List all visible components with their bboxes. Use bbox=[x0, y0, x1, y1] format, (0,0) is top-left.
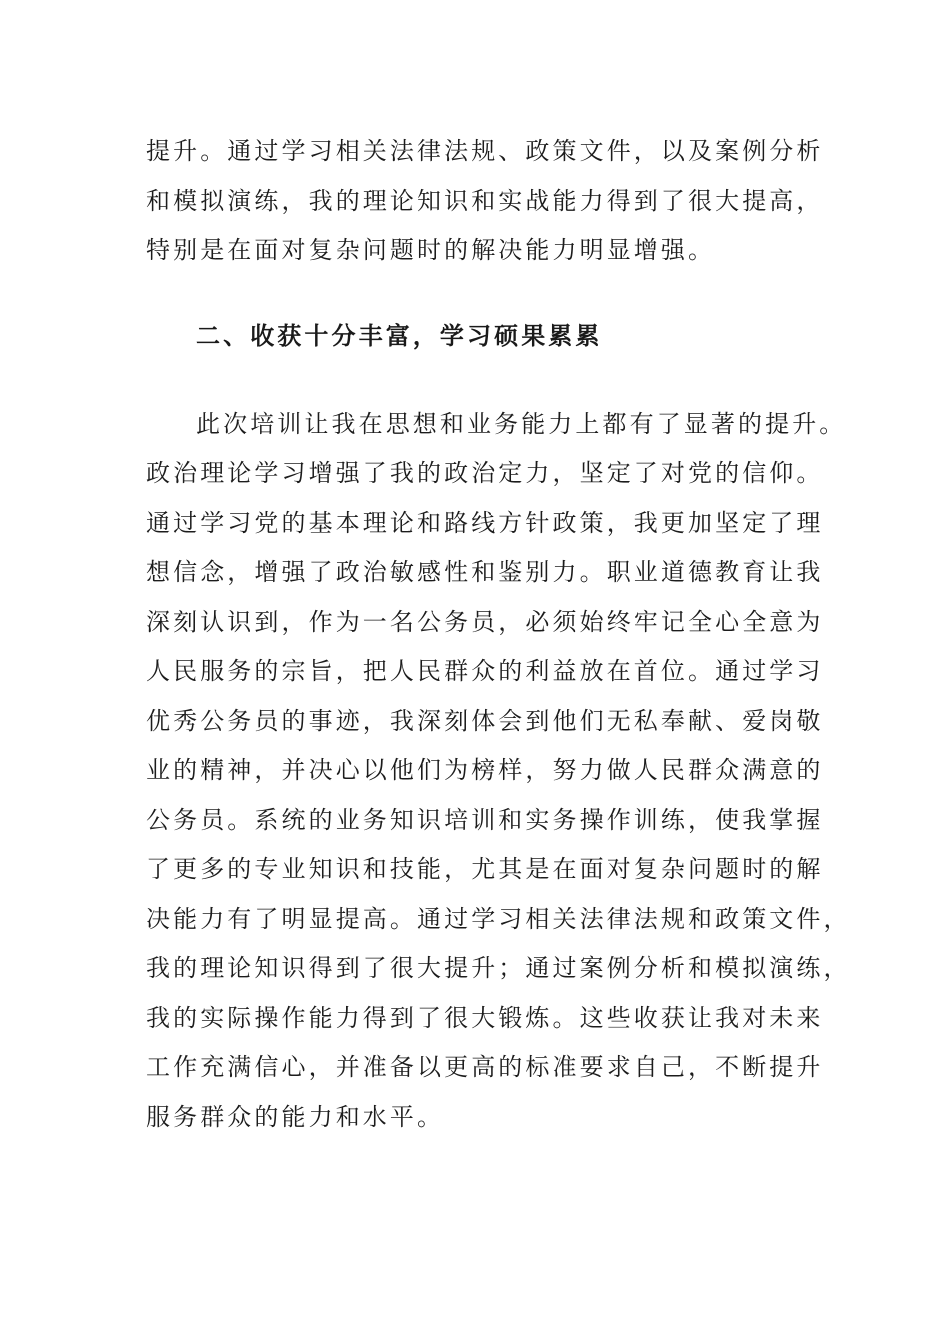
paragraph-2-line-12: 我的理论知识得到了很大提升；通过案例分析和模拟演练， bbox=[146, 954, 851, 982]
paragraph-1-line-1: 提升。通过学习相关法律法规、政策文件，以及案例分析 bbox=[146, 137, 824, 165]
paragraph-2-line-10: 了更多的专业知识和技能，尤其是在面对复杂问题时的解 bbox=[146, 855, 824, 883]
paragraph-2-line-3: 通过学习党的基本理论和路线方针政策，我更加坚定了理 bbox=[146, 509, 824, 537]
paragraph-2-line-11: 决能力有了明显提高。通过学习相关法律法规和政策文件， bbox=[146, 905, 851, 933]
section-heading: 二、收获十分丰富，学习硕果累累 bbox=[196, 322, 603, 350]
paragraph-2-line-8: 业的精神，并决心以他们为榜样，努力做人民群众满意的 bbox=[146, 756, 824, 784]
paragraph-2-line-14: 工作充满信心，并准备以更高的标准要求自己，不断提升 bbox=[146, 1053, 824, 1081]
paragraph-2-line-5: 深刻认识到，作为一名公务员，必须始终牢记全心全意为 bbox=[146, 608, 824, 636]
paragraph-1-line-2: 和模拟演练，我的理论知识和实战能力得到了很大提高， bbox=[146, 187, 824, 215]
paragraph-1-line-3: 特别是在面对复杂问题时的解决能力明显增强。 bbox=[146, 236, 716, 264]
paragraph-2-line-7: 优秀公务员的事迹，我深刻体会到他们无私奉献、爱岗敬 bbox=[146, 707, 824, 735]
paragraph-2-line-9: 公务员。系统的业务知识培训和实务操作训练，使我掌握 bbox=[146, 806, 824, 834]
paragraph-2-line-4: 想信念，增强了政治敏感性和鉴别力。职业道德教育让我 bbox=[146, 558, 824, 586]
paragraph-2-line-13: 我的实际操作能力得到了很大锻炼。这些收获让我对未来 bbox=[146, 1004, 824, 1032]
paragraph-2-line-2: 政治理论学习增强了我的政治定力，坚定了对党的信仰。 bbox=[146, 459, 824, 487]
paragraph-2-line-1: 此次培训让我在思想和业务能力上都有了显著的提升。 bbox=[196, 410, 847, 438]
paragraph-2-line-6: 人民服务的宗旨，把人民群众的利益放在首位。通过学习 bbox=[146, 657, 824, 685]
paragraph-2-line-15: 服务群众的能力和水平。 bbox=[146, 1103, 445, 1131]
